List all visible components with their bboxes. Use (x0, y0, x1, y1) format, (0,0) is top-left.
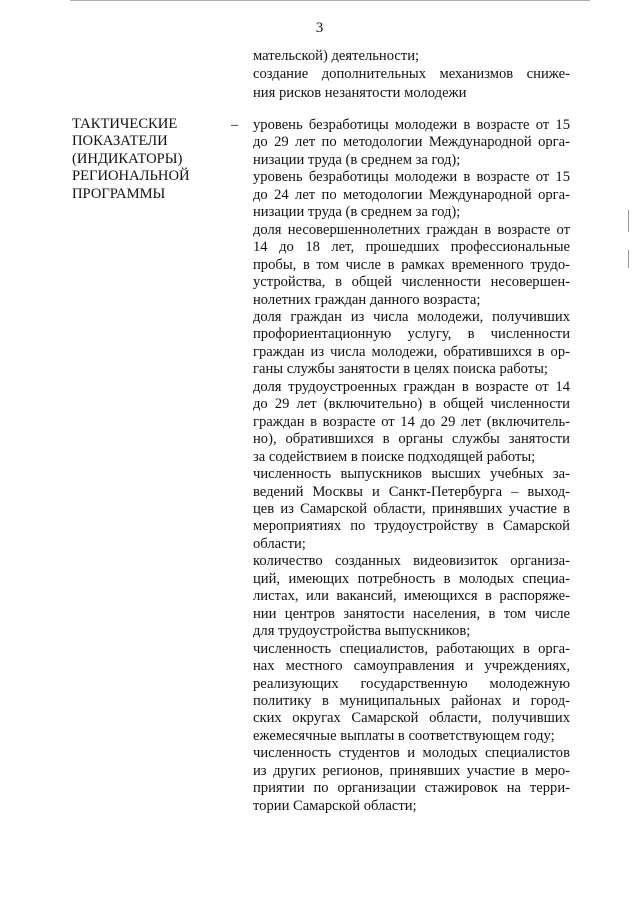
indicator-line: мероприятиях по трудоустройству в Самарской (253, 518, 570, 535)
indicator-line: области; (253, 535, 306, 552)
section-heading (72, 116, 222, 203)
indicator-line: пробы, в том числе в рамках временного трудо- (253, 256, 570, 273)
indicator-line: граждан из числа молодежи, обратившихся в ор- (253, 343, 570, 360)
section-heading-line: ПРОГРАММЫ (72, 185, 166, 202)
section-heading-line: ТАКТИЧЕСКИЕ (72, 116, 178, 132)
scan-artifact (628, 210, 629, 232)
section-heading-line: РЕГИОНАЛЬНОЙ (72, 168, 190, 185)
indicators-list (253, 117, 570, 815)
indicator-line: уровень безработицы молодежи в возрасте от 15 (253, 169, 570, 186)
page-number: 3 (315, 20, 324, 36)
intro-text (253, 47, 570, 102)
indicator-line: доля несовершеннолетних граждан в возрасте от (253, 221, 570, 238)
intro-line: создание дополнительных механизмов сниже- (253, 66, 570, 83)
indicator-line: из других регионов, принявших участие в меро- (253, 762, 570, 779)
indicator-line: нах местного самоуправления и учреждениях, (253, 658, 570, 675)
indicator-line: до 24 лет по методологии Международной орга- (253, 186, 570, 203)
indicator-line: численность специалистов, работающих в орга- (253, 640, 570, 657)
indicator-line: но), обратившихся в органы службы занятости (253, 431, 570, 448)
indicator-line: реализующих государственную молодежную (253, 675, 570, 692)
indicator-line: ежемесячные выплаты в соответствующем году; (253, 727, 555, 744)
indicator-line: низации труда (в среднем за год); (253, 151, 461, 168)
indicator-line: нолетних граждан данного возраста; (253, 291, 481, 308)
indicator-line: за содействием в поиске подходящей работы; (253, 448, 536, 465)
section-heading-line: (ИНДИКАТОРЫ) (72, 150, 183, 167)
indicator-line: граждан в возрасте от 14 до 29 лет (включитель- (253, 413, 570, 430)
section-dash: – (231, 117, 239, 133)
indicator-line: низации труда (в среднем за год); (253, 204, 461, 221)
indicator-line: численность выпускников высших учебных за- (253, 466, 570, 483)
indicator-line: численность студентов и молодых специалистов (253, 745, 570, 762)
indicator-line: количество созданных видеовизиток организа- (253, 553, 570, 570)
indicator-line: приятии по организации стажировок на терри- (253, 780, 570, 797)
indicator-line: цев из Самарской области, принявших участие в (253, 500, 570, 517)
indicator-line: ганы службы занятости в целях поиска работы; (253, 361, 548, 378)
indicator-line: политику в муниципальных районах и город- (253, 692, 570, 709)
indicator-line: доля трудоустроенных граждан в возрасте от 14 (253, 378, 570, 395)
section-heading-line: ПОКАЗАТЕЛИ (72, 133, 168, 150)
indicator-line: для трудоустройства выпускников; (253, 623, 471, 640)
page-top-border (70, 0, 590, 1)
indicator-line: нии центров занятости населения, в том числе (253, 605, 570, 622)
scan-artifact (628, 250, 629, 268)
indicator-line: профориентационную услугу, в численности (253, 326, 570, 343)
indicator-line: до 29 лет (включительно) в общей численности (253, 396, 570, 413)
indicator-line: тории Самарской области; (253, 797, 417, 814)
indicator-line: ведений Москвы и Санкт-Петербурга – выход- (253, 483, 570, 500)
intro-line: ния рисков незанятости молодежи (253, 84, 467, 101)
indicator-line: листах, или вакансий, имеющихся в распоряже- (253, 588, 570, 605)
indicator-line: устройства, в общей численности несовершен- (253, 274, 570, 291)
indicator-line: ских округах Самарской области, получивших (253, 710, 570, 727)
indicator-line: 14 до 18 лет, прошедших профессиональные (253, 239, 570, 256)
indicator-line: уровень безработицы молодежи в возрасте от 15 (253, 117, 570, 133)
indicator-line: доля граждан из числа молодежи, получивших (253, 308, 570, 325)
indicator-line: до 29 лет по методологии Международной орга- (253, 134, 570, 151)
intro-line: мательской) деятельности; (253, 48, 420, 64)
indicator-line: ций, имеющих потребность в молодых специа- (253, 570, 570, 587)
